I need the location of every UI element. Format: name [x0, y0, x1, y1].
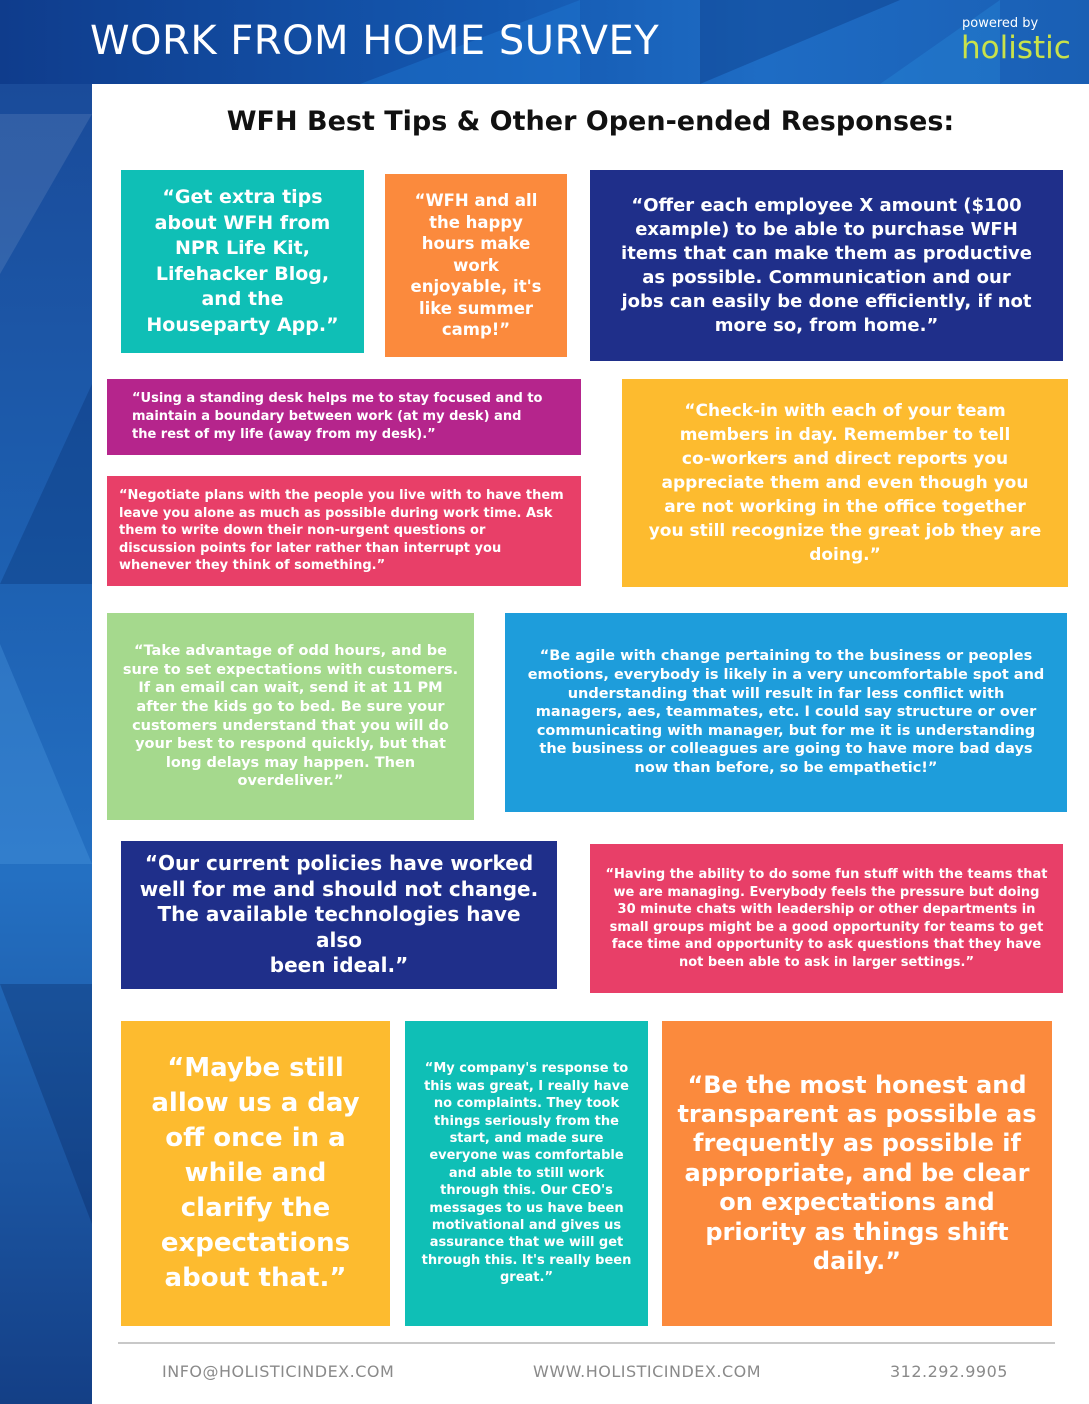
quote-text — [677, 1071, 1036, 1277]
quote-text — [422, 1060, 632, 1286]
quote-line: you still recognize the great job they are — [648, 521, 1042, 541]
quote-line: “Maybe still — [167, 1053, 344, 1083]
quote-card — [662, 1021, 1052, 1326]
quote-line: clarify the — [180, 1193, 331, 1223]
quote-line: about that.” — [164, 1263, 347, 1293]
quote-line: If an email can wait, send it at 11 PM — [138, 680, 443, 697]
quote-card — [590, 170, 1063, 361]
quote-line: no complaints. They took — [433, 1096, 620, 1112]
footer-email-link[interactable]: INFO@HOLISTICINDEX.COM — [162, 1362, 395, 1381]
quote-line: “WFH and all — [414, 191, 538, 211]
quote-line: the business or colleagues are going to have more bad days — [539, 741, 1033, 758]
quote-line: this was great, I really have — [424, 1078, 629, 1094]
quote-text — [123, 642, 458, 791]
quote-line: long delays may happen. Then — [165, 754, 416, 771]
quote-line: camp!” — [441, 320, 511, 340]
quote-line: “Check-in with each of your team — [684, 401, 1006, 421]
quote-line: “Be the most honest and — [687, 1070, 1027, 1099]
quote-line: are not working in the office together — [664, 497, 1026, 517]
quote-text — [131, 851, 547, 979]
quote-card — [121, 841, 557, 989]
quote-line: maintain a boundary between work (at my desk) and — [132, 409, 522, 424]
quote-line: customers understand that you will do — [132, 717, 449, 734]
quote-line: The available technologies have also — [157, 902, 521, 952]
quote-text — [146, 185, 338, 338]
sidebar-decoration — [0, 384, 92, 584]
quote-line: face time and opportunity to ask questions that they have — [611, 937, 1042, 952]
quote-card — [107, 476, 581, 586]
quote-line: enjoyable, it's — [410, 277, 542, 297]
quote-line: jobs can easily be done efficiently, if not — [621, 290, 1032, 312]
quote-line: “Take advantage of odd hours, and be — [134, 643, 447, 660]
decorative-sidebar — [0, 84, 92, 1404]
section-heading: WFH Best Tips & Other Open-ended Responses: — [226, 106, 955, 137]
quote-line: expectations — [160, 1228, 351, 1258]
quote-line: and the — [201, 288, 284, 310]
quote-line: the happy — [429, 212, 523, 232]
quote-text — [528, 647, 1045, 777]
quote-line: now than before, so be empathetic!” — [634, 759, 938, 776]
quote-line: Houseparty App.” — [146, 313, 339, 336]
quote-line: “Get extra tips — [162, 186, 323, 208]
quote-line: “Negotiate plans with the people you live with to have them — [119, 488, 564, 504]
quote-line: like summer — [418, 298, 534, 318]
quote-line: “Using a standing desk helps me to stay focused and to — [132, 391, 543, 406]
quote-line: NPR Life Kit, — [174, 237, 310, 259]
quote-text — [621, 194, 1032, 338]
quote-line: 30 minute chats with leadership or other departments in — [617, 902, 1036, 917]
quote-line: more so, from home.” — [714, 314, 939, 336]
quote-line: not been able to ask in larger settings.” — [678, 954, 975, 970]
quote-line: after the kids go to bed. Be sure your — [136, 698, 445, 715]
quote-card — [405, 1021, 648, 1326]
quote-line: while and — [184, 1158, 327, 1188]
quote-line: daily.” — [812, 1247, 902, 1276]
quote-card — [385, 174, 567, 357]
quote-line: assurance that we will get — [429, 1235, 624, 1251]
quote-line: understanding that will result in far less conflict with — [567, 685, 1005, 702]
quote-line: allow us a day — [151, 1088, 360, 1118]
quote-card — [121, 170, 364, 353]
quote-card — [505, 613, 1067, 812]
quote-line: doing.” — [809, 545, 881, 565]
powered-by-label: powered by — [962, 16, 1039, 31]
sidebar-decoration — [0, 644, 92, 864]
quote-line: “Offer each employee X amount ($100 — [631, 194, 1022, 216]
quote-line: members in day. Remember to tell — [679, 425, 1011, 445]
quote-line: items that can make them as productive — [621, 242, 1032, 264]
quote-card — [590, 844, 1063, 993]
quote-text — [132, 390, 542, 444]
quote-line: example) to be able to purchase WFH — [635, 218, 1018, 240]
quote-line: great.” — [499, 1270, 553, 1286]
quote-card — [107, 379, 581, 455]
quote-line: well for me and should not change. — [139, 876, 539, 901]
quote-text — [151, 1051, 359, 1296]
quote-line: overdeliver.” — [237, 773, 344, 790]
quote-line: “Be agile with change pertaining to the business or peoples — [539, 648, 1033, 665]
quote-line: sure to set expectations with customers. — [122, 661, 459, 678]
quote-line: “Having the ability to do some fun stuff with the teams that — [605, 867, 1048, 882]
quote-line: the rest of my life (away from my desk).” — [132, 427, 436, 442]
quote-line: your best to respond quickly, but that — [135, 736, 446, 753]
footer-phone: 312.292.9905 — [890, 1362, 1008, 1381]
sidebar-decoration — [0, 984, 92, 1224]
quote-line: work — [453, 255, 499, 275]
quote-line: start, and made sure — [449, 1130, 604, 1146]
sidebar-decoration — [0, 114, 92, 274]
quote-line: off once in a — [165, 1123, 346, 1153]
quote-line: Lifehacker Blog, — [155, 262, 330, 285]
quote-line: appropriate, and be clear — [684, 1158, 1030, 1187]
banner-decoration — [700, 0, 900, 84]
quote-line: everyone was comfortable — [429, 1148, 624, 1164]
quote-line: managers, aes, teammates, etc. I could say structure or over — [535, 704, 1037, 721]
quote-line: them to write down their non-urgent questions or — [119, 523, 486, 539]
quote-line: messages to us have been — [429, 1200, 624, 1216]
quote-line: appreciate them and even though you — [661, 473, 1029, 493]
brand-logo[interactable]: holistic — [961, 30, 1071, 66]
quote-text — [606, 866, 1048, 971]
quote-line: been ideal.” — [269, 953, 409, 978]
quote-line: small groups might be a good opportunity for teams to get — [609, 919, 1044, 935]
quote-line: through this. It's really been — [421, 1252, 632, 1268]
footer-divider — [118, 1342, 1055, 1344]
quote-card — [107, 613, 474, 820]
quote-line: transparent as possible as — [677, 1099, 1037, 1128]
quote-line: frequently as possible if — [693, 1129, 1021, 1158]
footer-website-link[interactable]: WWW.HOLISTICINDEX.COM — [533, 1362, 762, 1381]
quote-line: through this. Our CEO's — [440, 1183, 613, 1199]
quote-line: we are managing. Everybody feels the pressure but doing — [613, 884, 1040, 900]
quote-line: whenever they think of something.” — [119, 558, 386, 574]
quote-line: priority as things shift — [705, 1217, 1009, 1246]
quote-text — [411, 190, 542, 341]
quote-line: about WFH from — [154, 211, 331, 234]
quote-line: hours make — [421, 234, 531, 254]
quote-text — [649, 399, 1042, 567]
quote-line: discussion points for later rather than interrupt you — [119, 540, 502, 556]
page-title: WORK FROM HOME SURVEY — [90, 18, 660, 64]
quote-card — [622, 379, 1068, 587]
quote-line: things seriously from the — [434, 1113, 619, 1129]
quote-line: on expectations and — [719, 1188, 995, 1217]
header-banner — [0, 0, 1089, 84]
quote-line: co-workers and direct reports you — [681, 449, 1009, 469]
quote-text — [119, 487, 564, 575]
quote-line: as possible. Communication and our — [642, 266, 1011, 288]
quote-line: “Our current policies have worked — [144, 851, 534, 876]
quote-line: motivational and gives us — [431, 1218, 622, 1234]
quote-card — [121, 1021, 390, 1326]
quote-line: communicating with manager, but for me it is understanding — [536, 722, 1036, 739]
quote-line: “My company's response to — [424, 1061, 629, 1077]
quote-line: and able to still work — [448, 1165, 605, 1181]
quote-line: emotions, everybody is likely in a very uncomfortable spot and — [527, 667, 1045, 684]
quote-line: leave you alone as much as possible during work time. Ask — [119, 505, 553, 521]
